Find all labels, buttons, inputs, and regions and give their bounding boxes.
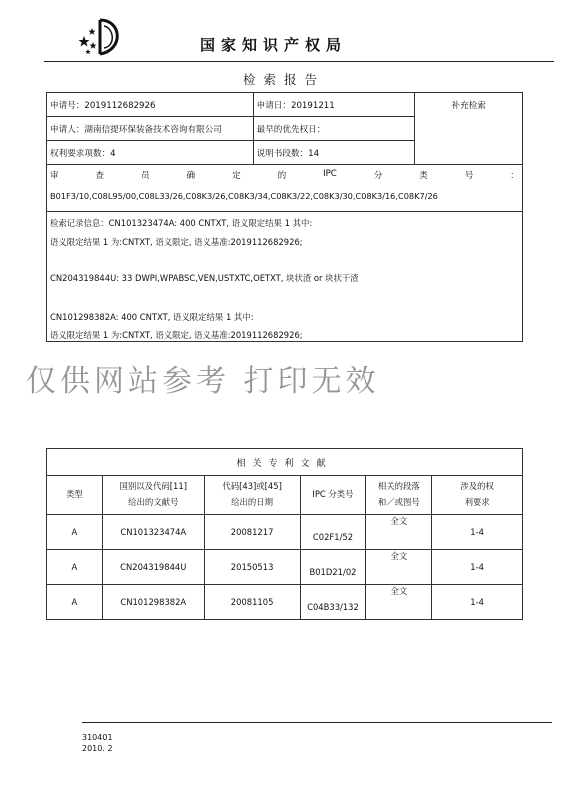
- references-table: [46, 448, 523, 620]
- organization-name: 国家知识产权局: [200, 36, 348, 54]
- ref-claims: 1-4: [432, 550, 523, 585]
- report-info-table: [46, 92, 523, 342]
- references-title: 相关专利文献: [47, 449, 523, 476]
- ref-passage: 全文: [366, 515, 432, 550]
- ref-passage: 全文: [366, 550, 432, 585]
- applicant: 申请人：湖南信提环保装备技术咨询有限公司: [47, 117, 254, 141]
- ref-document-number: CN101298382A: [102, 585, 204, 620]
- search-record-line: [50, 247, 519, 273]
- ref-passage: 全文: [366, 585, 432, 620]
- ref-ipc: C04B33/132: [300, 585, 366, 620]
- claims-count: 权利要求项数：4: [47, 141, 254, 165]
- form-code: [82, 733, 113, 755]
- earliest-priority-date: 最早的优先权日：: [253, 117, 415, 141]
- references-header-row: [47, 476, 523, 515]
- application-date: 申请日：20191211: [253, 93, 415, 117]
- search-record-line: CN204319844U: 33 DWPI,WPABSC,VEN,USTXTC,OETXT, 块状渣 or 块状干渣: [50, 273, 359, 283]
- ref-date: 20150513: [204, 550, 300, 585]
- search-record: [47, 212, 523, 342]
- watermark: 仅供网站参考 打印无效: [26, 364, 380, 399]
- search-record-line: 检索记录信息：CN101323474A: 400 CNTXT, 语义限定结果 1 其中:: [50, 218, 313, 228]
- ref-document-number: CN204319844U: [102, 550, 204, 585]
- column-header: 国别以及代码[11] 给出的文献号: [102, 476, 204, 515]
- ref-type: A: [47, 515, 103, 550]
- header-divider: [44, 61, 554, 62]
- report-title: 检索报告: [242, 72, 325, 87]
- ref-date: 20081217: [204, 515, 300, 550]
- table-row: [47, 515, 523, 550]
- column-header: 代码[43]或[45] 给出的日期: [204, 476, 300, 515]
- ipc-label: 审 查 员 确 定 的 IPC 分 类 号 ：: [50, 169, 519, 181]
- ref-ipc: C02F1/52: [300, 515, 366, 550]
- ref-date: 20081105: [204, 585, 300, 620]
- ref-claims: 1-4: [432, 515, 523, 550]
- table-row: [47, 585, 523, 620]
- column-header: 涉及的权 利要求: [432, 476, 523, 515]
- ref-type: A: [47, 550, 103, 585]
- ref-type: A: [47, 585, 103, 620]
- form-number: 310401: [82, 733, 113, 742]
- ref-claims: 1-4: [432, 585, 523, 620]
- table-row: [47, 550, 523, 585]
- search-record-line: 语义限定结果 1 为:CNTXT, 语义限定, 语义基准:2019112682926;: [50, 330, 303, 340]
- ipc-section: [47, 165, 523, 212]
- form-edition: 2010. 2: [82, 743, 113, 753]
- supplementary-search: 补充检索: [415, 93, 523, 165]
- ipc-codes: B01F3/10,C08L95/00,C08L33/26,C08K3/26,C08K3/34,C08K3/22,C08K3/30,C08K3/16,C08K7/26: [50, 191, 438, 201]
- ref-document-number: CN101323474A: [102, 515, 204, 550]
- search-record-line: [50, 284, 519, 312]
- cnipa-logo-icon: [78, 16, 126, 56]
- search-record-line: CN101298382A: 400 CNTXT, 语义限定结果 1 其中:: [50, 311, 254, 322]
- column-header: 相关的段落 和／或图号: [366, 476, 432, 515]
- column-header: IPC 分类号: [300, 476, 366, 515]
- footer-divider: [82, 722, 552, 723]
- column-header: 类型: [47, 476, 103, 515]
- description-paragraphs: 说明书段数：14: [253, 141, 415, 165]
- ref-ipc: B01D21/02: [300, 550, 366, 585]
- application-number: 申请号：2019112682926: [47, 93, 254, 117]
- search-record-line: 语义限定结果 1 为:CNTXT, 语义限定, 语义基准:2019112682926;: [50, 236, 303, 247]
